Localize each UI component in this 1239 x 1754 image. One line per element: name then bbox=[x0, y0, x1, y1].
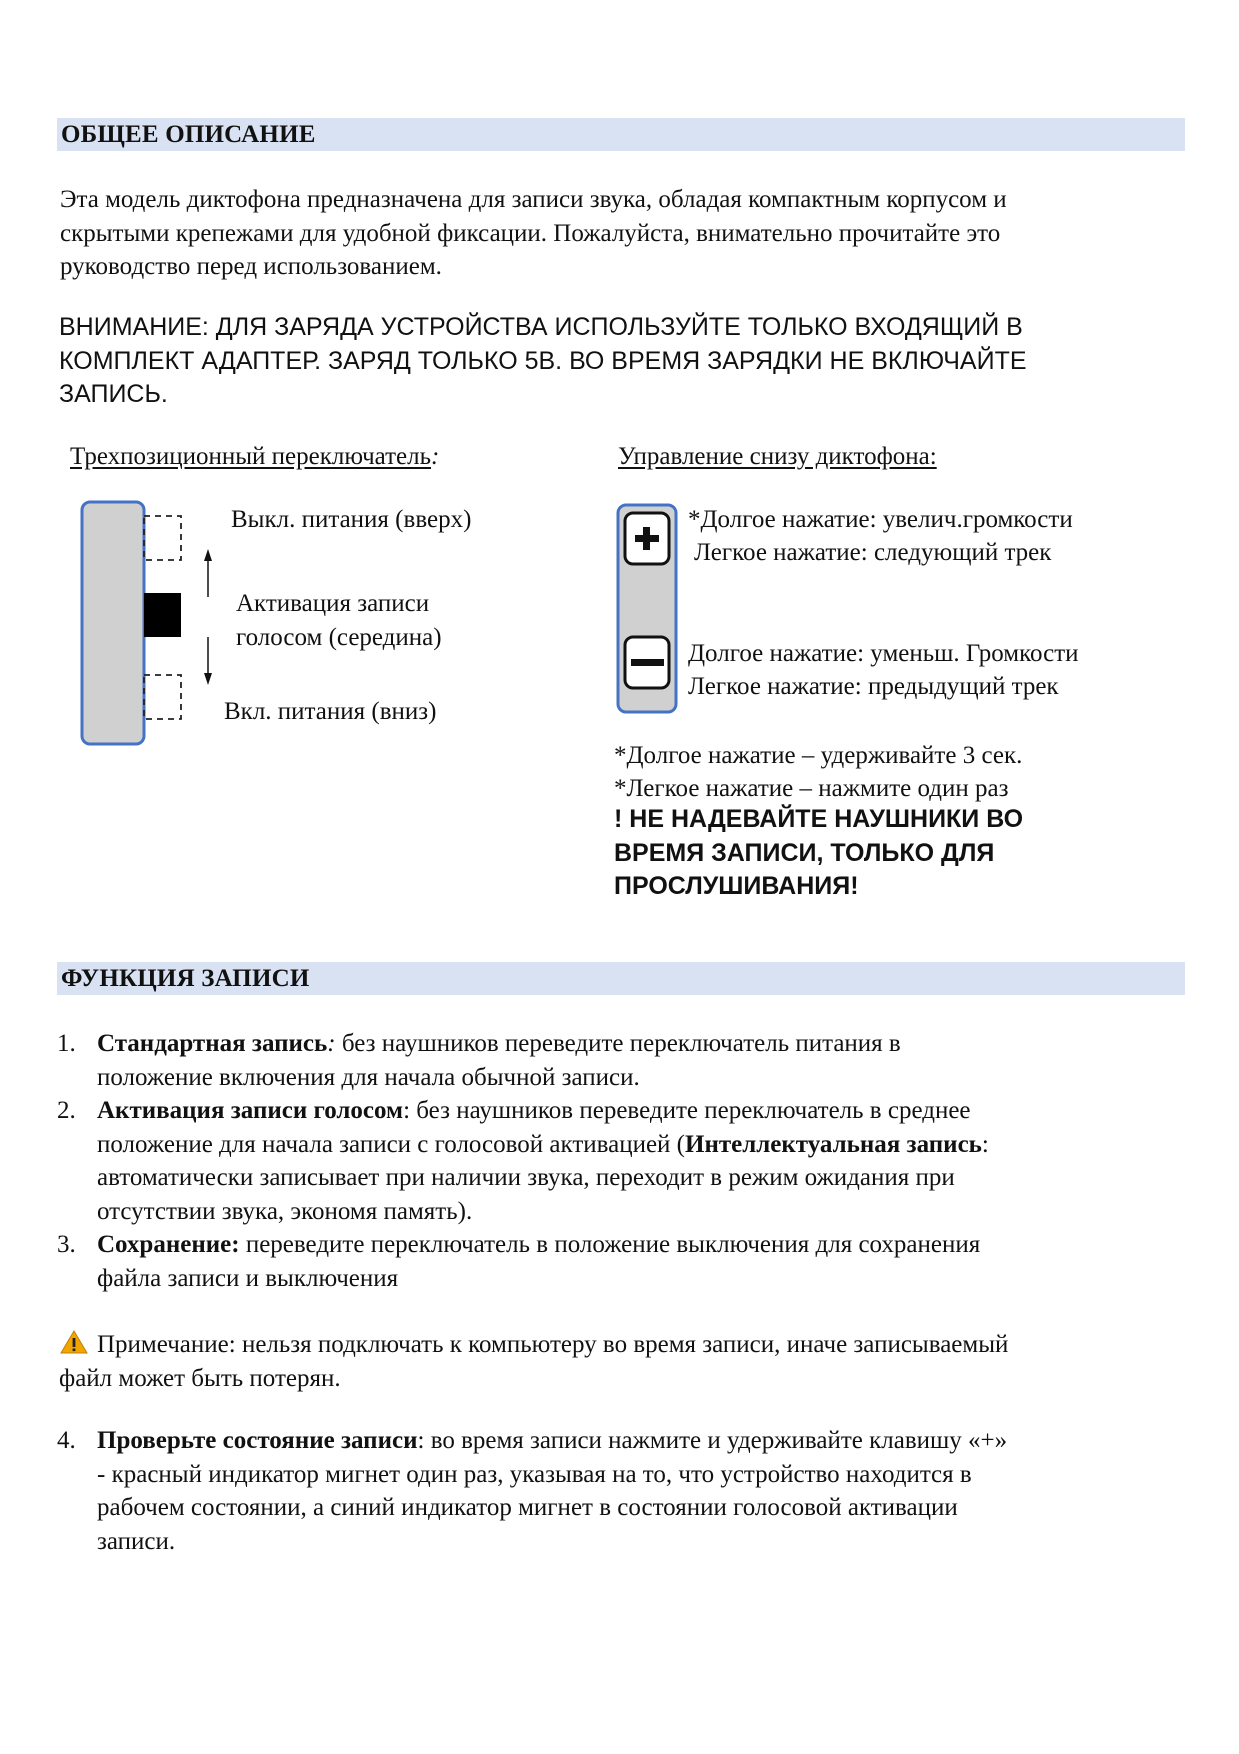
device-bottom-controls-diagram bbox=[614, 503, 680, 715]
step-text: положение включения для начала обычной записи. bbox=[97, 1063, 640, 1091]
step-text: : bbox=[981, 1130, 989, 1158]
minus-short-press-label: Легкое нажатие: предыдущий трек bbox=[688, 673, 1059, 700]
step-title: Проверьте состояние записи bbox=[97, 1427, 418, 1454]
plus-button-icon bbox=[625, 513, 669, 564]
caution-line: ПРОСЛУШИВАНИЯ! bbox=[614, 872, 859, 900]
minus-button-icon bbox=[625, 637, 669, 688]
step-text: отсутствии звука, экономя память). bbox=[97, 1197, 473, 1225]
plus-long-press-label: *Долгое нажатие: увелич.громкости bbox=[688, 506, 1073, 533]
step-text: без наушников переведите переключатель питания в bbox=[335, 1030, 901, 1057]
list-number: 1. bbox=[57, 1030, 76, 1057]
section-header-general bbox=[57, 118, 1185, 151]
three-position-switch-diagram bbox=[78, 497, 218, 749]
intro-line: скрытыми крепежами для удобной фиксации. Пожалуйста, внимательно прочитайте это bbox=[60, 219, 1001, 247]
charging-warning bbox=[59, 311, 1189, 412]
plus-short-press-label: Легкое нажатие: следующий трек bbox=[694, 539, 1052, 566]
intro-paragraph bbox=[60, 183, 1190, 284]
intro-line: Эта модель диктофона предназначена для записи звука, обладая компактным корпусом и bbox=[60, 186, 1007, 213]
arrow-up-head bbox=[204, 549, 212, 561]
list-number: 3. bbox=[57, 1231, 76, 1258]
list-item bbox=[57, 1027, 1185, 1097]
switch-body bbox=[82, 502, 144, 744]
step-text: положение для начала записи с голосовой активацией ( bbox=[97, 1130, 686, 1158]
long-press-note: *Долгое нажатие – удерживайте 3 сек. bbox=[614, 742, 1023, 769]
switch-down-position bbox=[144, 675, 181, 719]
list-item bbox=[57, 1094, 1185, 1234]
step-text: файла записи и выключения bbox=[97, 1264, 399, 1292]
step-emphasis: Интеллектуальная запись bbox=[685, 1130, 982, 1158]
list-item bbox=[57, 1228, 1185, 1298]
intro-line: руководство перед использованием. bbox=[60, 253, 442, 280]
switch-label-mid-2: голосом (середина) bbox=[236, 624, 442, 651]
step-title: Стандартная запись bbox=[97, 1030, 328, 1057]
warning-icon bbox=[59, 1329, 89, 1355]
list-number: 2. bbox=[57, 1097, 76, 1124]
section-title: ФУНКЦИЯ ЗАПИСИ bbox=[61, 965, 310, 992]
switch-knob-middle bbox=[144, 593, 181, 637]
warning-line: КОМПЛЕКТ АДАПТЕР. ЗАРЯД ТОЛЬКО 5В. ВО ВРЕМЯ ЗАРЯДКИ НЕ ВКЛЮЧАЙТЕ bbox=[59, 346, 1027, 375]
step-title: Сохранение: bbox=[97, 1231, 240, 1258]
caution-line: ! НЕ НАДЕВАЙТЕ НАУШНИКИ ВО bbox=[614, 805, 1024, 833]
computer-connection-note bbox=[59, 1328, 1199, 1395]
caution-line: ВРЕМЯ ЗАПИСИ, ТОЛЬКО ДЛЯ bbox=[614, 838, 995, 867]
step-text: - красный индикатор мигнет один раз, указывая на то, что устройство находится в bbox=[97, 1460, 972, 1488]
controls-heading-text: Управление снизу диктофона: bbox=[618, 443, 937, 470]
list-item bbox=[57, 1424, 1185, 1564]
step-text: записи. bbox=[97, 1527, 176, 1555]
note-text: Примечание: нельзя подключать к компьютеру во время записи, иначе записываемый bbox=[97, 1331, 1009, 1358]
headphones-caution bbox=[614, 803, 1023, 904]
list-number: 4. bbox=[57, 1427, 76, 1454]
switch-up-position bbox=[144, 516, 181, 560]
step-text: рабочем состоянии, а синий индикатор мигнет в состоянии голосовой активации bbox=[97, 1494, 958, 1521]
step-text: : без наушников переведите переключатель в среднее bbox=[403, 1097, 971, 1124]
step-text: переведите переключатель в положение выключения для сохранения bbox=[239, 1231, 981, 1258]
warning-line: ЗАПИСЬ. bbox=[59, 380, 168, 408]
step-text: : во время записи нажмите и удерживайте клавишу «+» bbox=[417, 1427, 1008, 1454]
minus-long-press-label: Долгое нажатие: уменьш. Громкости bbox=[688, 640, 1079, 667]
switch-heading bbox=[70, 440, 439, 474]
controls-heading bbox=[618, 440, 937, 474]
switch-label-mid-1: Активация записи bbox=[236, 590, 430, 617]
warning-line: ВНИМАНИЕ: ДЛЯ ЗАРЯДА УСТРОЙСТВА ИСПОЛЬЗУЙТЕ ТОЛЬКО ВХОДЯЩИЙ В bbox=[59, 313, 1023, 341]
switch-label-up: Выкл. питания (вверх) bbox=[231, 506, 472, 533]
section-title: ОБЩЕЕ ОПИСАНИЕ bbox=[61, 121, 316, 148]
step-title: Активация записи голосом bbox=[97, 1097, 404, 1124]
step-text: автоматически записывает при наличии звука, переходит в режим ожидания при bbox=[97, 1164, 955, 1191]
step-title-colon: : bbox=[327, 1030, 336, 1057]
note-text: файл может быть потерян. bbox=[59, 1364, 341, 1392]
switch-label-down: Вкл. питания (вниз) bbox=[224, 698, 437, 725]
section-header-recording bbox=[57, 962, 1185, 995]
arrow-down-head bbox=[204, 673, 212, 685]
switch-heading-suffix: : bbox=[431, 443, 440, 470]
short-press-note: *Легкое нажатие – нажмите один раз bbox=[614, 775, 1009, 802]
switch-heading-text: Трехпозиционный переключатель bbox=[70, 443, 431, 470]
